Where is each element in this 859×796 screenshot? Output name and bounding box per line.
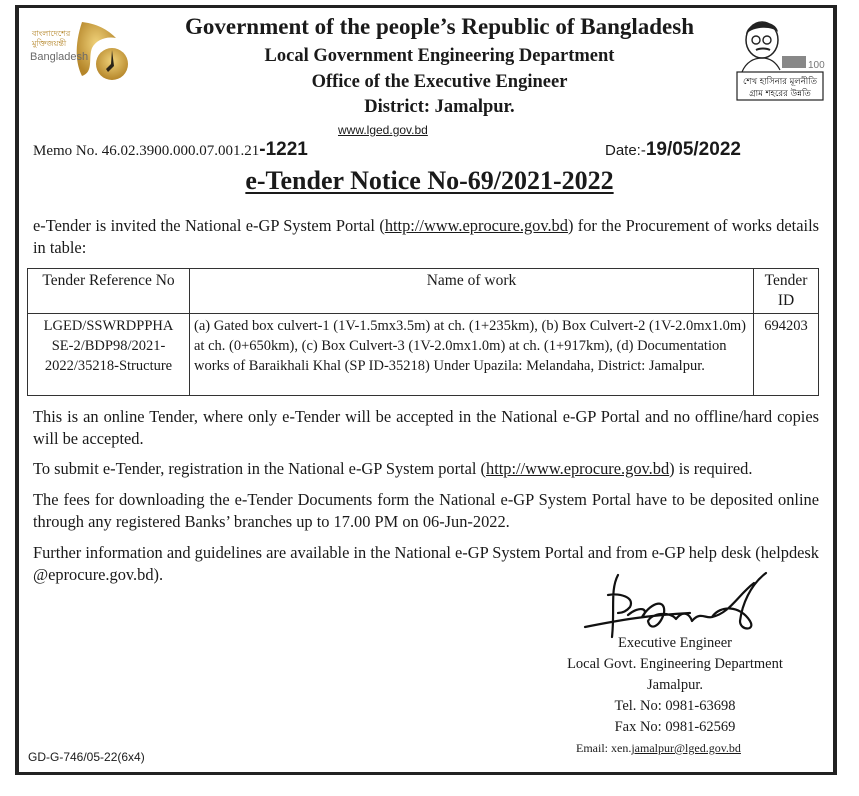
header-department: Local Government Engineering Department xyxy=(264,46,615,66)
register-eprocure-link[interactable]: http://www.eprocure.gov.bd xyxy=(486,459,670,478)
notice-title xyxy=(0,166,859,196)
register-paragraph xyxy=(33,458,819,480)
logo-bangla-1: বাংলাদেশের xyxy=(32,29,71,38)
header-work: Name of work xyxy=(190,269,754,314)
signatory-block xyxy=(540,633,810,738)
memo-prefix: Memo No. 46.02.3900.000.07.001.21 xyxy=(33,143,260,159)
table-header-row xyxy=(28,269,819,314)
eprocure-link[interactable]: http://www.eprocure.gov.bd xyxy=(384,216,568,235)
website-link[interactable]: www.lged.gov.bd xyxy=(338,123,428,137)
email-link[interactable]: jamalpur@lged.gov.bd xyxy=(631,741,741,755)
memo-suffix: -1221 xyxy=(259,139,308,160)
signatory-tel: Tel. No: 0981-63698 xyxy=(614,698,736,714)
tender-table xyxy=(27,268,819,396)
svg-text:100: 100 xyxy=(808,60,825,71)
intro-text-start: e-Tender is invited the National e-GP System Portal ( xyxy=(33,216,385,235)
intro-paragraph xyxy=(33,215,819,259)
signatory-department: Local Govt. Engineering Department xyxy=(567,656,783,672)
online-paragraph: This is an online Tender, where only e-Tender will be accepted in the National e-GP Portal and no offline/hard copies will be accepted. xyxy=(33,407,819,448)
logo-bangla-2: মুক্তিজয়ন্তী xyxy=(32,39,67,48)
cell-work: (a) Gated box culvert-1 (1V-1.5mx3.5m) at ch. (1+235km), (b) Box Culvert-2 (1V-2.0mx1.0m) at ch. (0+650km), (c) Box Culvert-3 (1V-2.0mx1.0m) at ch. (1+917km), (d) Documentation works of Baraikhali Khal (SP ID-35218) Under Upazila: Melandaha, District: Jamalpur. xyxy=(190,314,754,396)
fees-paragraph: The fees for downloading the e-Tender Documents form the National e-GP System Portal have to be deposited online through any registered Banks’ branches up to 17.00 PM on 06-Jun-2022. xyxy=(33,490,819,531)
signature xyxy=(580,565,805,640)
signatory-location: Jamalpur. xyxy=(647,677,703,693)
header-district: District: Jamalpur. xyxy=(364,97,515,117)
table-row xyxy=(28,314,819,396)
email-label: Email: xen. xyxy=(576,741,632,755)
reference-text: LGED/SSWRDPPHA SE-2/BDP98/2021-2022/35218-Structure xyxy=(43,318,174,374)
date-value: 19/05/2022 xyxy=(645,139,741,160)
further-info-paragraph: Further information and guidelines are available in the National e-GP System Portal and from e-GP help desk (helpdesk @eprocure.gov.bd). xyxy=(33,543,819,584)
logo-english: Bangladesh xyxy=(30,51,89,63)
notice-date xyxy=(605,139,741,161)
memo-number xyxy=(33,139,308,161)
signatory-fax: Fax No: 0981-62569 xyxy=(614,719,736,735)
header-government: Government of the people’s Republic of Bangladesh xyxy=(185,14,694,39)
intro-text-end: ) for the Procurement of works details in table: xyxy=(33,216,819,257)
cell-tender-id: 694203 xyxy=(754,314,819,396)
notice-title-text: e-Tender Notice No-69/2021-2022 xyxy=(245,166,614,195)
header-tender-id: Tender ID xyxy=(754,269,819,314)
signatory-email xyxy=(576,741,741,756)
date-label: Date:- xyxy=(605,142,646,159)
footer-code: GD-G-746/05-22(6x4) xyxy=(28,750,145,764)
signatory-title: Executive Engineer xyxy=(618,635,732,651)
header-office: Office of the Executive Engineer xyxy=(311,72,568,92)
register-text-end: ) is required. xyxy=(669,459,753,478)
header-reference: Tender Reference No xyxy=(28,269,190,314)
register-text-start: To submit e-Tender, registration in the National e-GP System portal ( xyxy=(33,459,486,478)
cell-reference xyxy=(28,314,190,396)
slogan-line-1: শেখ হাসিনার মূলনীতি xyxy=(742,77,818,87)
slogan-line-2: গ্রাম শহরের উন্নতি xyxy=(749,89,811,99)
